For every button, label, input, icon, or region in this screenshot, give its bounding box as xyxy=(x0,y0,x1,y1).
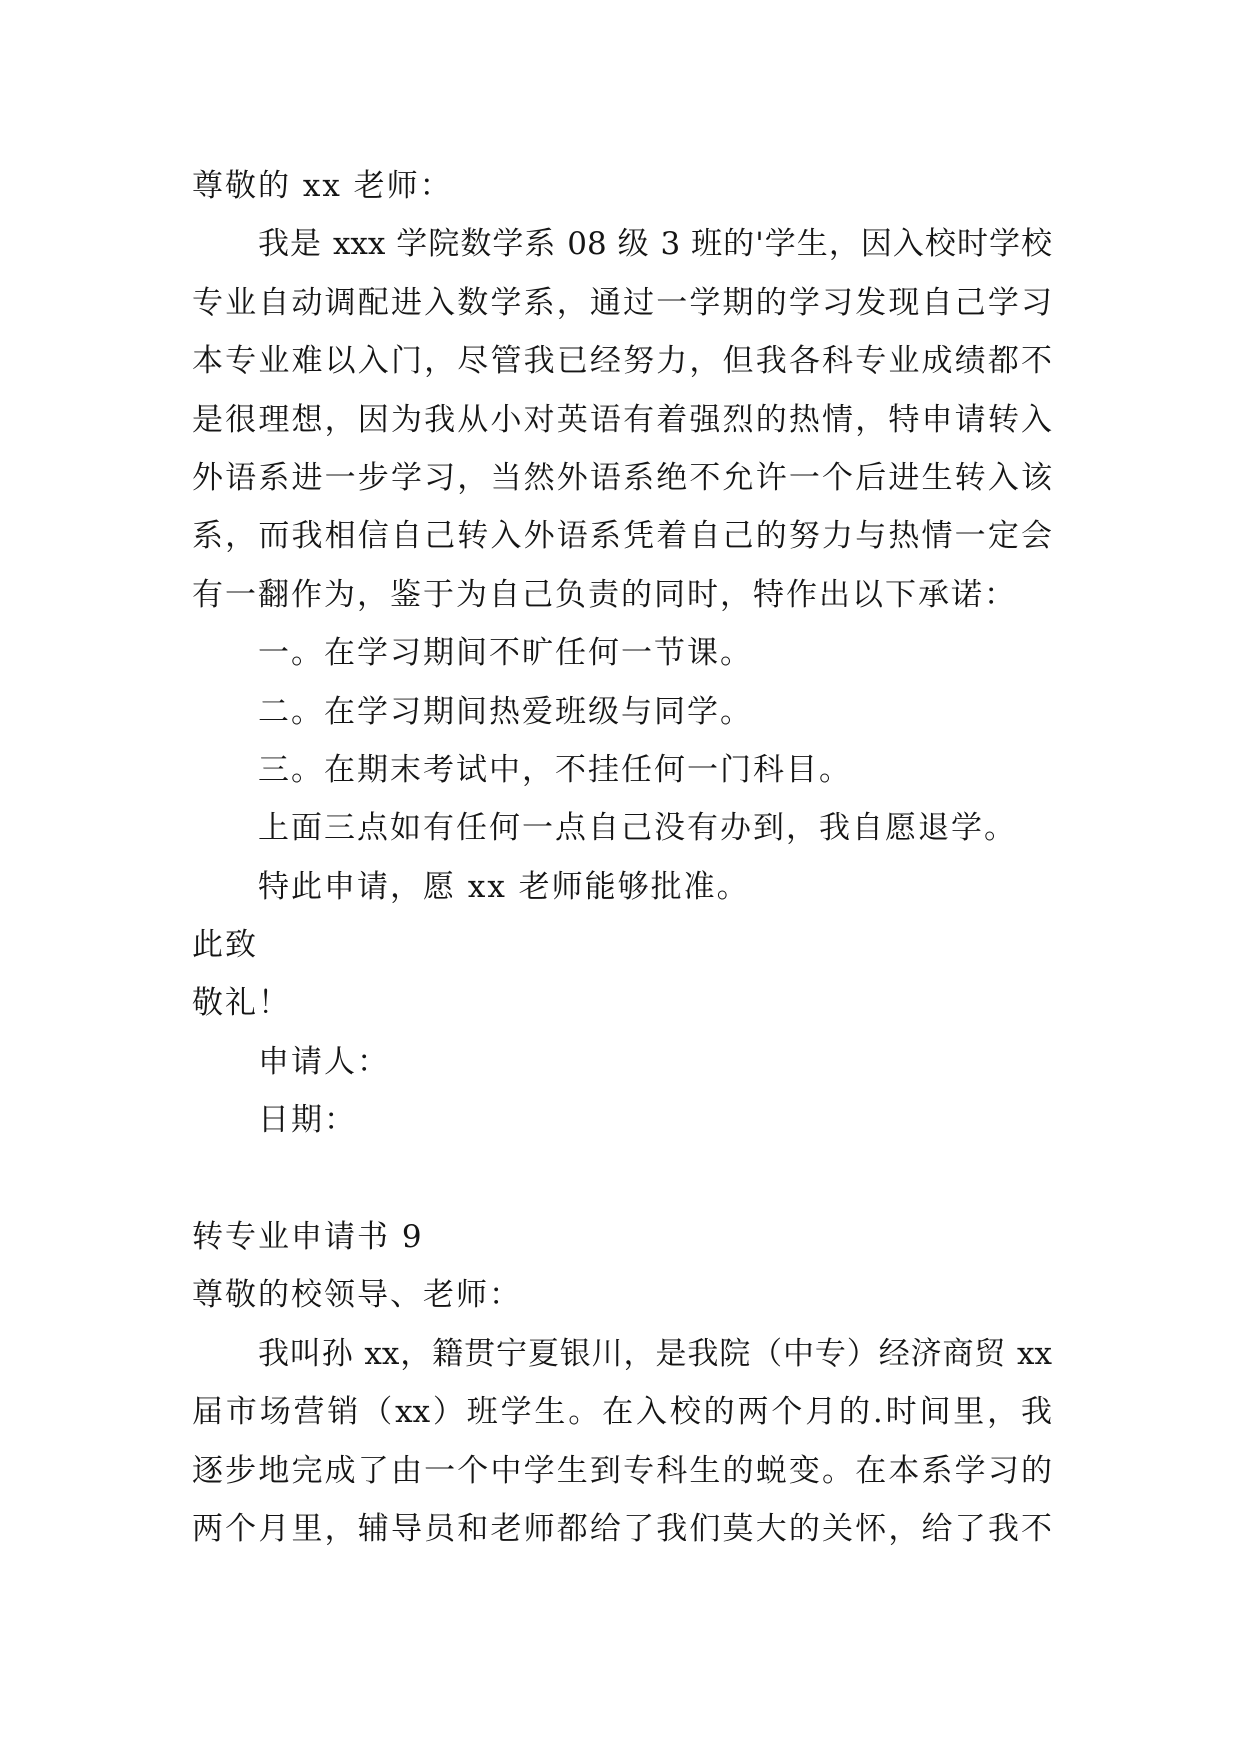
body-line: 是很理想，因为我从小对英语有着强烈的热情，特申请转入 xyxy=(192,401,1052,438)
body-line: 我是 xxx 学院数学系 08 级 3 班的'学生，因入校时学校 xyxy=(258,226,1052,263)
salutation: 尊敬的校领导、老师： xyxy=(192,1277,522,1314)
letter-title: 转专业申请书 9 xyxy=(192,1219,424,1256)
commitment-item xyxy=(192,683,1052,741)
body-paragraph xyxy=(192,215,1052,624)
letter-section xyxy=(192,1208,1052,1558)
letter-section xyxy=(192,157,1052,1150)
body-paragraph xyxy=(192,799,1052,857)
body-line: 本专业难以入门，尽管我已经努力，但我各科专业成绩都不 xyxy=(192,343,1052,380)
document-body xyxy=(192,157,1052,1558)
date-label: 日期： xyxy=(258,1102,357,1139)
body-line: 一。在学习期间不旷任何一节课。 xyxy=(258,635,753,672)
body-line: 有一翻作为，鉴于为自己负责的同时，特作出以下承诺： xyxy=(192,576,1017,613)
body-line: 逐步地完成了由一个中学生到专科生的蜕变。在本系学习的 xyxy=(192,1452,1052,1489)
commitment-item xyxy=(192,624,1052,682)
body-line: 特此申请，愿 xx 老师能够批准。 xyxy=(258,868,750,905)
body-line: 系，而我相信自己转入外语系凭着自己的努力与热情一定会 xyxy=(192,518,1052,555)
body-line: 三。在期末考试中，不挂任何一门科目。 xyxy=(258,751,852,788)
body-line: 上面三点如有任何一点自己没有办到，我自愿退学。 xyxy=(258,810,1017,847)
closing-line: 此致 xyxy=(192,927,258,964)
body-line: 二。在学习期间热爱班级与同学。 xyxy=(258,693,753,730)
salutation: 尊敬的 xx 老师： xyxy=(192,168,453,204)
body-line: 两个月里，辅导员和老师都给了我们莫大的关怀，给了我不 xyxy=(192,1510,1052,1547)
body-line: 届市场营销（xx）班学生。在入校的两个月的.时间里，我 xyxy=(192,1394,1052,1431)
body-line: 我叫孙 xx，籍贯宁夏银川，是我院（中专）经济商贸 xx xyxy=(258,1335,1052,1372)
body-paragraph xyxy=(192,1325,1052,1559)
closing-line: 敬礼！ xyxy=(192,985,291,1022)
body-line: 专业自动调配进入数学系，通过一学期的学习发现自己学习 xyxy=(192,284,1052,321)
body-paragraph xyxy=(192,858,1052,916)
signature-label: 申请人： xyxy=(258,1043,390,1080)
commitment-item xyxy=(192,741,1052,799)
body-line: 外语系进一步学习，当然外语系绝不允许一个后进生转入该 xyxy=(192,459,1052,496)
